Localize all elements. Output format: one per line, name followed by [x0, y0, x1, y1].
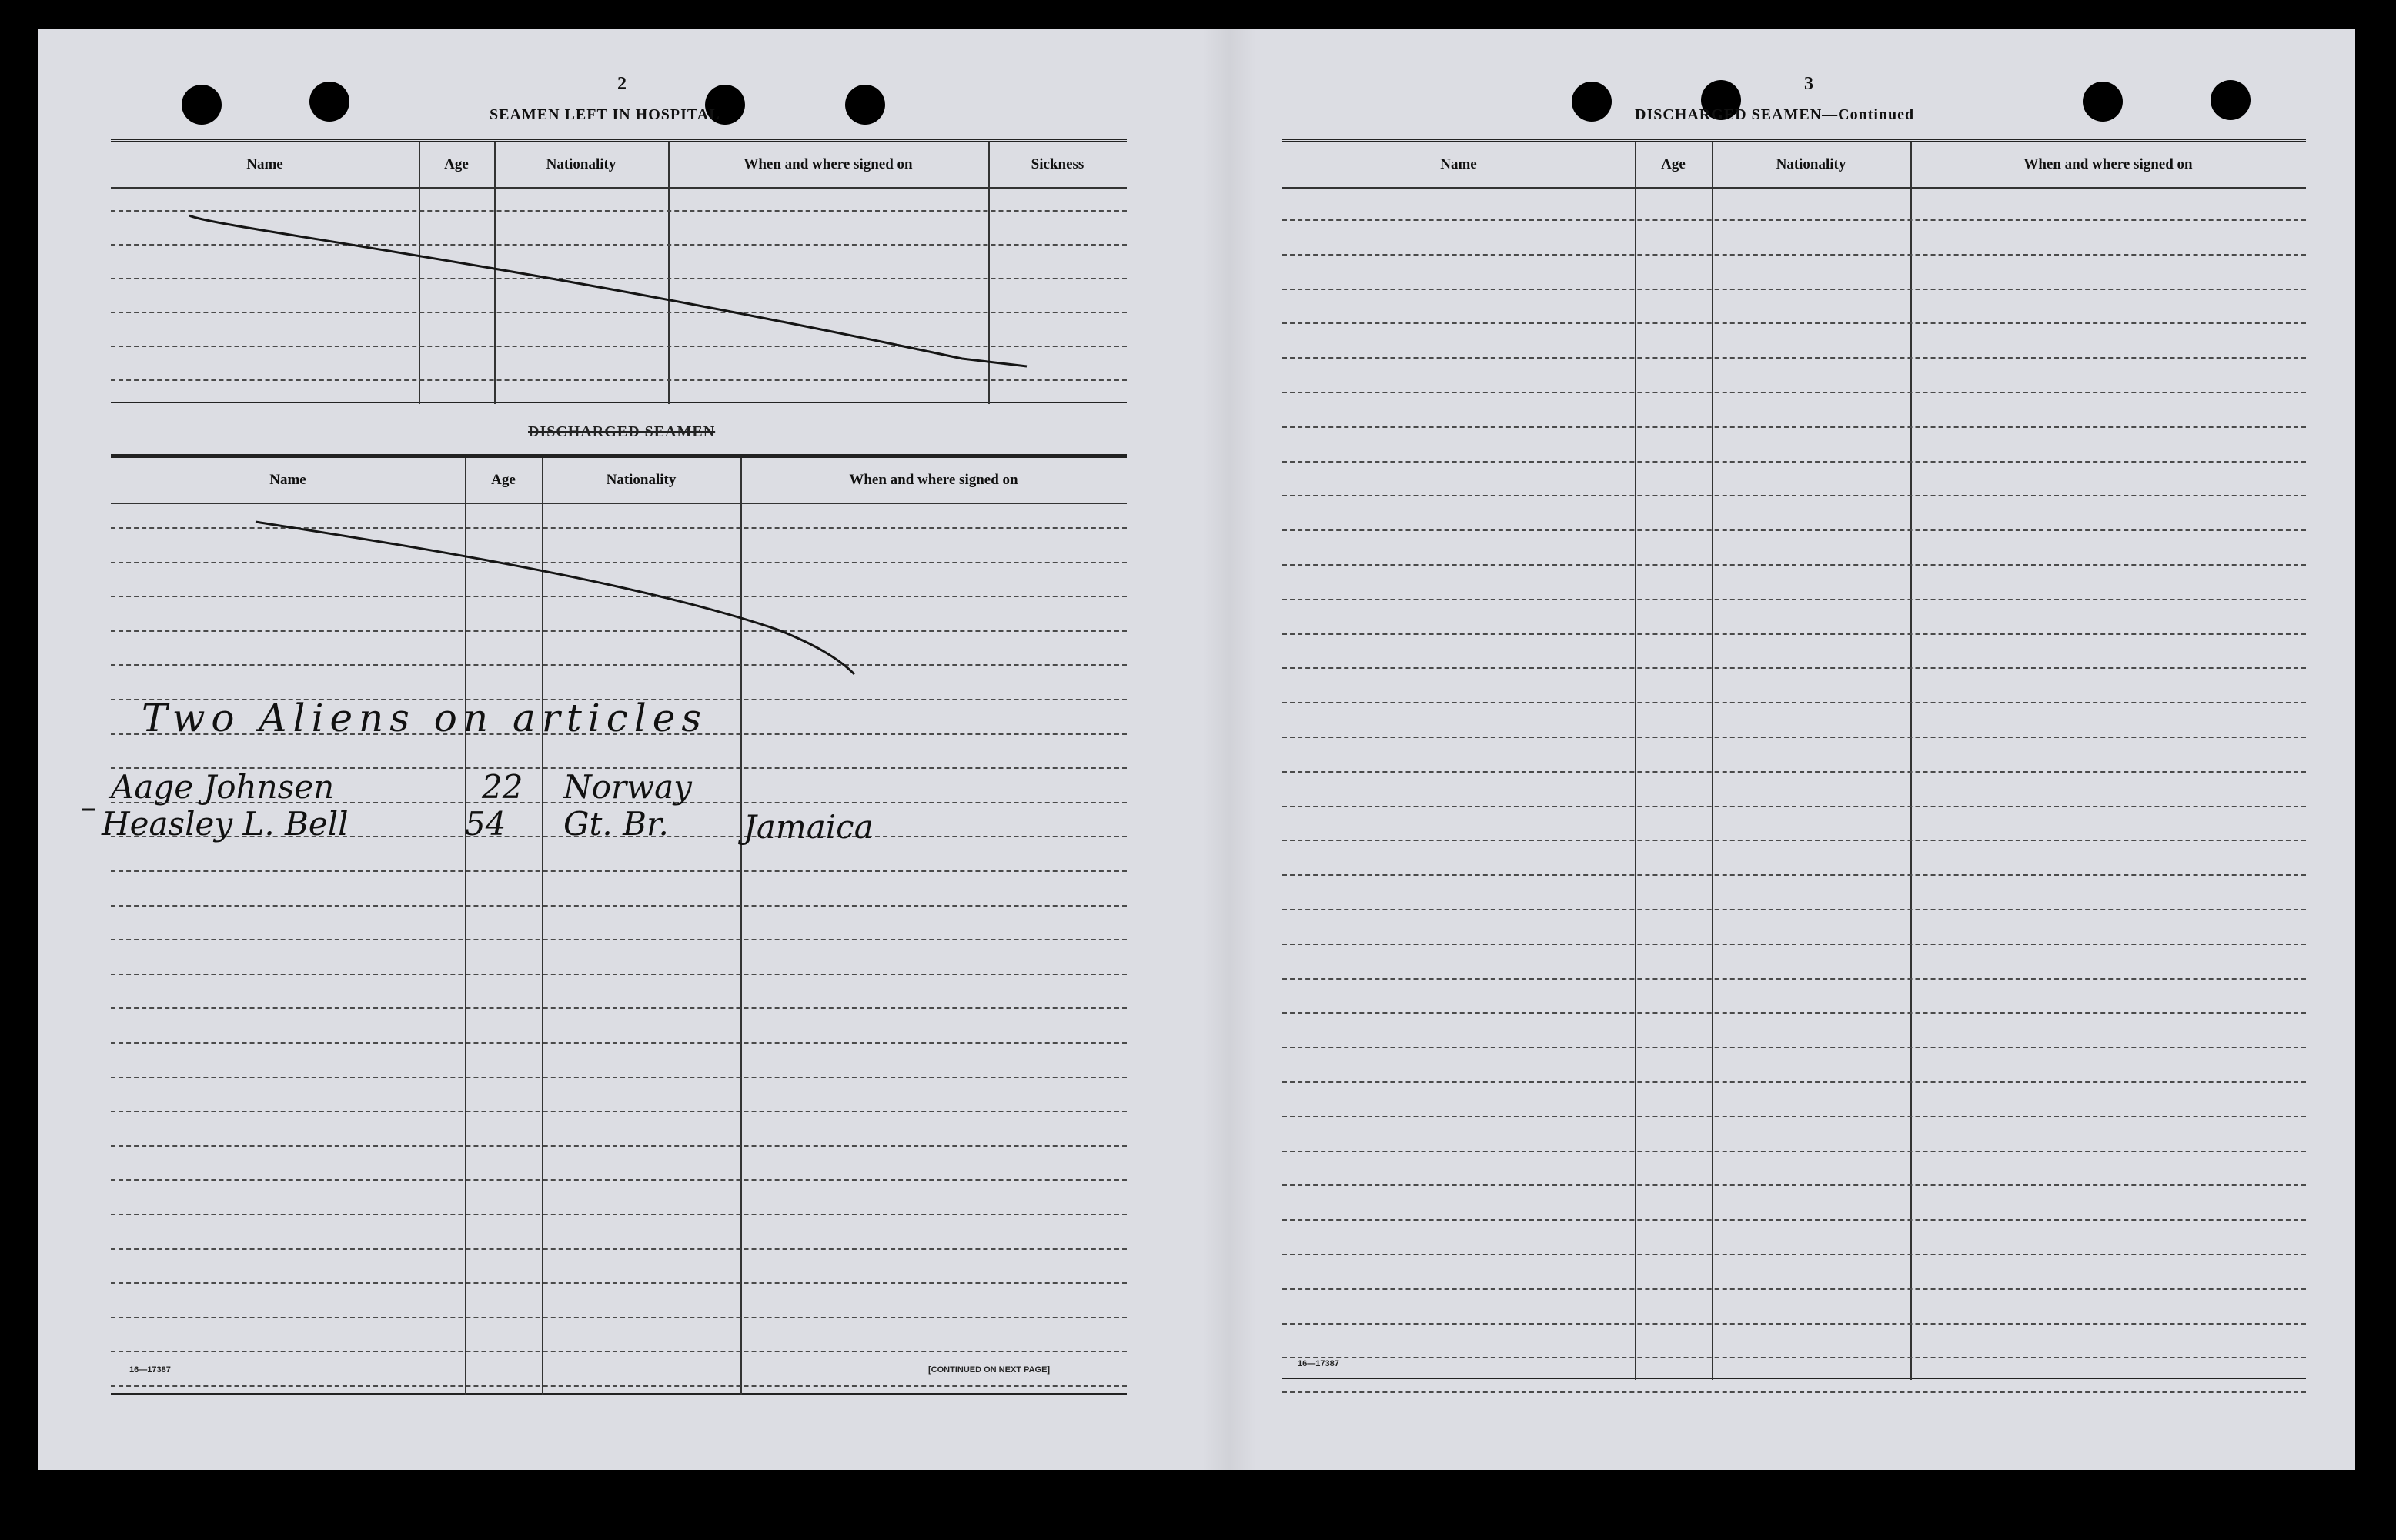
handwritten-nationality: Gt. Br.	[563, 805, 669, 843]
right-form-number: 16—17387	[1298, 1359, 1339, 1368]
pen-strokes	[38, 29, 2355, 1470]
handwritten-name: Heasley L. Bell	[102, 805, 349, 843]
col-header-name: Name	[1440, 156, 1477, 172]
left-form-number: 16—17387	[129, 1365, 171, 1375]
col-header-signed-on: When and where signed on	[2023, 156, 2193, 172]
handwritten-nationality: Norway	[563, 768, 692, 806]
col-header-age: Age	[1661, 156, 1686, 172]
col-header-signed-on: When and where signed on	[744, 156, 913, 172]
discharged-section-title: DISCHARGED SEAMEN	[528, 423, 716, 440]
col-header-age: Age	[491, 472, 516, 488]
col-header-nationality: Nationality	[606, 472, 677, 488]
col-header-age: Age	[444, 156, 469, 172]
cancel-stroke	[189, 215, 1027, 366]
handwritten-name: Aage Johnsen	[111, 768, 335, 806]
hospital-section-title: SEAMEN LEFT IN HOSPITAL	[490, 106, 720, 123]
col-header-nationality: Nationality	[1776, 156, 1846, 172]
continued-note: [CONTINUED ON NEXT PAGE]	[928, 1365, 1051, 1375]
col-header-name: Name	[246, 156, 283, 172]
col-header-signed-on: When and where signed on	[849, 472, 1018, 488]
document-sheet	[38, 29, 2355, 1470]
handwritten-age: 22	[482, 768, 523, 806]
handwritten-age: 54	[465, 805, 506, 843]
cancel-stroke	[256, 522, 854, 674]
col-header-nationality: Nationality	[546, 156, 617, 172]
col-header-sickness: Sickness	[1031, 156, 1084, 172]
handwritten-signed-on: Jamaica	[744, 808, 874, 846]
left-page-number: 2	[617, 74, 627, 94]
col-header-name: Name	[269, 472, 306, 488]
handwritten-note: Two Aliens on articles	[142, 696, 708, 740]
right-section-title: DISCHARGED SEAMEN—Continued	[1635, 106, 1915, 123]
right-page-number: 3	[1804, 74, 1813, 94]
